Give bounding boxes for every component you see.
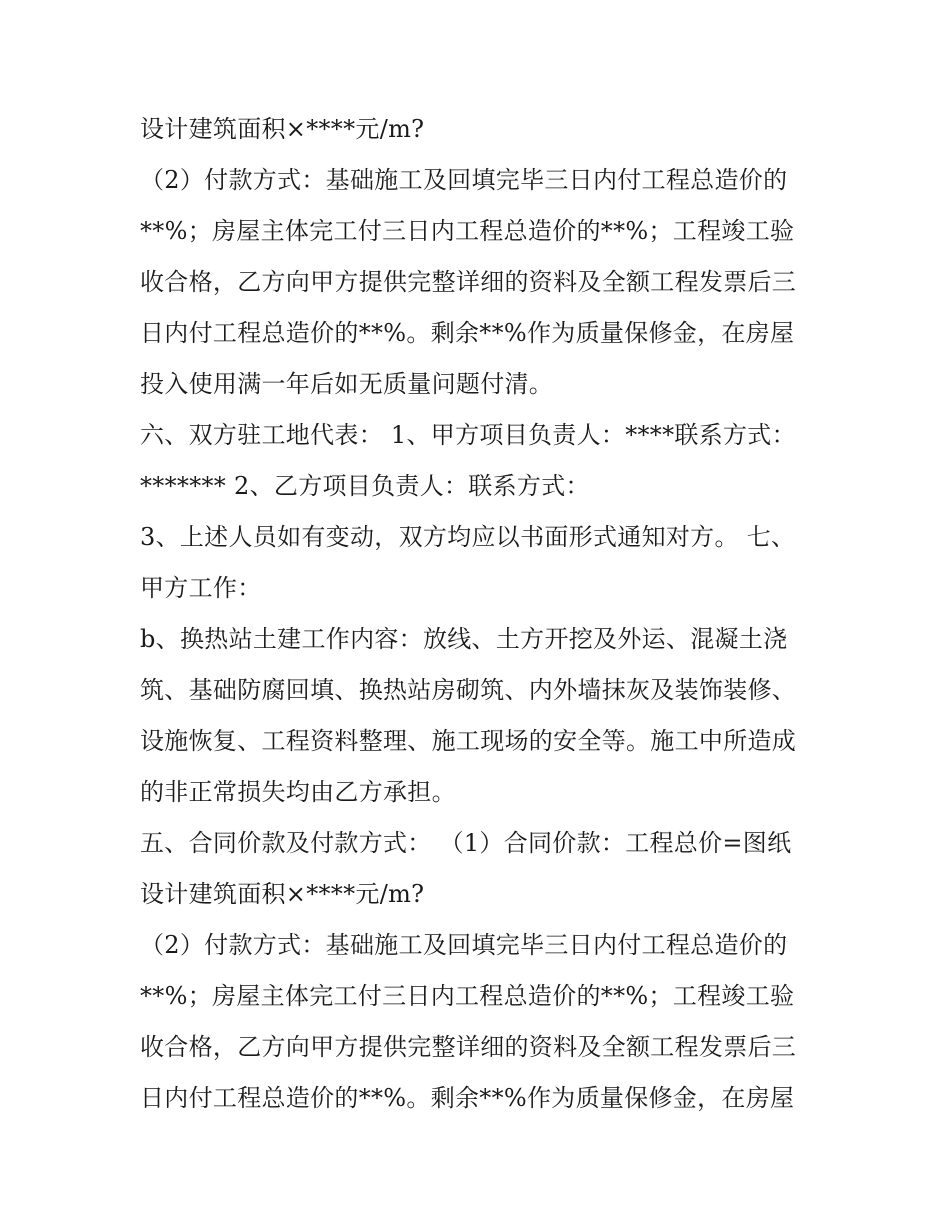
text-line: 收合格，乙方向甲方提供完整详细的资料及全额工程发票后三 [140,268,797,296]
text-line: 六、双方驻工地代表： 1、甲方项目负责人：****联系方式： [140,421,796,449]
text-line: 投入使用满一年后如无质量问题付清。 [140,370,554,398]
text-line: 3、上述人员如有变动，双方均应以书面形式通知对方。 七、 [140,523,796,551]
text-line: ******* 2、乙方项目负责人：联系方式： [140,472,590,500]
text-line: 甲方工作： [140,574,262,602]
text-line: 五、合同价款及付款方式： （1）合同价款：工程总价=图纸 [140,829,792,857]
text-line: 设计建筑面积×****元/m? [140,880,425,908]
text-line: **%；房屋主体完工付三日内工程总造价的**%；工程竣工验 [140,217,795,245]
text-line: 设施恢复、工程资料整理、施工现场的安全等。施工中所造成 [140,727,797,755]
text-line: （2）付款方式：基础施工及回填完毕三日内付工程总造价的 [140,166,788,194]
text-line: 筑、基础防腐回填、换热站房砌筑、内外墙抹灰及装饰装修、 [140,676,797,704]
text-line: b、换热站土建工作内容：放线、土方开挖及外运、混凝土浇 [140,625,788,653]
text-line: 日内付工程总造价的**%。剩余**%作为质量保修金，在房屋 [140,1084,795,1112]
text-line: 设计建筑面积×****元/m? [140,115,425,143]
text-line: （2）付款方式：基础施工及回填完毕三日内付工程总造价的 [140,931,788,959]
text-line: 收合格，乙方向甲方提供完整详细的资料及全额工程发票后三 [140,1033,797,1061]
document-body [140,104,830,1124]
text-line: **%；房屋主体完工付三日内工程总造价的**%；工程竣工验 [140,982,795,1010]
text-line: 的非正常损失均由乙方承担。 [140,778,456,806]
text-line: 日内付工程总造价的**%。剩余**%作为质量保修金，在房屋 [140,319,795,347]
